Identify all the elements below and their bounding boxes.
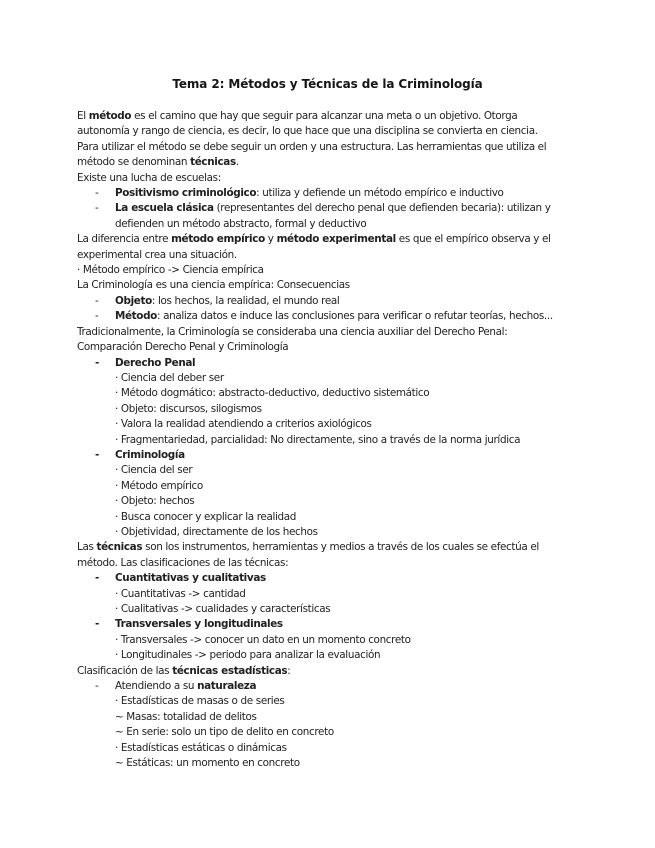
difference-line-1: La diferencia entre método empírico y método experimental es que el empírico observa y el (77, 233, 551, 246)
sub-item: · Estadísticas de masas o de series (115, 695, 285, 708)
sub-item: · Cuantitativas -> cantidad (115, 587, 246, 600)
list-item: - Criminología (77, 448, 582, 463)
list-item: - La escuela clásica (representantes del derecho penal que defienden becaria): utilizan y (77, 201, 582, 216)
intro-line-1: El método es el camino que hay que seguir para alcanzar una meta o un objetivo. Otorga (77, 110, 518, 122)
sub-item: · Objetividad, directamente de los hechos (115, 525, 318, 538)
list-item: - Cuantitativas y cualitativas (77, 571, 582, 586)
difference-line-2: experimental crea una situación. (77, 248, 237, 261)
sub-item: · Valora la realidad atendiendo a criterios axiológicos (115, 418, 372, 431)
sub-item: · Ciencia del deber ser (115, 371, 224, 384)
dash-marker: - (95, 448, 99, 461)
list-item: - Transversales y longitudinales (77, 617, 582, 632)
sub-item: · Método dogmático: abstracto-deductivo, deductivo sistemático (115, 387, 430, 400)
list-item: - Objeto: los hechos, la realidad, el mundo real (77, 294, 582, 309)
intro-line-3: Para utilizar el método se debe seguir un orden y una estructura. Las herramientas que utiliza el (77, 140, 547, 153)
dash-marker: - (95, 202, 99, 215)
comparison-line-2: Comparación Derecho Penal y Criminología (77, 341, 289, 354)
page-title: Tema 2: Métodos y Técnicas de la Criminología (172, 77, 483, 91)
dash-marker: - (95, 356, 99, 369)
sub-item: ~ Estáticas: un momento en concreto (115, 757, 300, 770)
list-item-continuation: defienden un método abstracto, formal y deductivo (115, 217, 367, 230)
sub-item: ~ Masas: totalidad de delitos (115, 710, 257, 723)
sub-item: · Longitudinales -> periodo para analizar la evaluación (115, 649, 381, 662)
techniques-line-2: método. Las clasificaciones de las técnicas: (77, 556, 289, 569)
list-item: - Atendiendo a su naturaleza (77, 679, 582, 694)
sub-item: ~ En serie: solo un tipo de delito en concreto (115, 726, 334, 739)
sub-item: · Método empírico (115, 479, 203, 492)
dash-marker: - (95, 680, 99, 693)
intro-line-2: autonomía y rango de ciencia, es decir, lo que hace que una disciplina se convierta en ciencia. (77, 125, 538, 138)
comparison-line-1: Tradicionalmente, la Criminología se consideraba una ciencia auxiliar del Derecho Penal: (77, 325, 508, 338)
dash-marker: - (95, 618, 99, 631)
dash-marker: - (95, 310, 99, 323)
sub-item: · Objeto: hechos (115, 495, 195, 508)
schools-lead: Existe una lucha de escuelas: (77, 171, 221, 184)
sub-item: · Objeto: discursos, silogismos (115, 402, 262, 415)
sub-item: · Transversales -> conocer un dato en un momento concreto (115, 633, 411, 646)
list-item: - Derecho Penal (77, 356, 582, 371)
list-item: - Método: analiza datos e induce las conclusiones para verificar o refutar teorías, hechos... (77, 309, 582, 324)
sub-item: · Fragmentariedad, parcialidad: No directamente, sino a través de la norma jurídica (115, 433, 521, 446)
intro-line-4: método se denominan técnicas. (77, 156, 239, 169)
difference-line-3: · Método empírico -> Ciencia empírica (77, 264, 264, 277)
list-item: - Positivismo criminológico: utiliza y defiende un método empírico e inductivo (77, 186, 582, 201)
dash-marker: - (95, 572, 99, 585)
sub-item: · Busca conocer y explicar la realidad (115, 510, 297, 523)
statistics-line-1: Clasificación de las técnicas estadísticas: (77, 664, 291, 677)
dash-marker: - (95, 187, 99, 200)
sub-item: · Cualitativas -> cualidades y características (115, 603, 331, 615)
document-body (77, 109, 582, 771)
sub-item: · Ciencia del ser (115, 464, 193, 477)
sub-item: · Estadísticas estáticas o dinámicas (115, 741, 287, 754)
techniques-line-1: Las técnicas son los instrumentos, herramientas y medios a través de los cuales se efectúa el (77, 541, 539, 554)
dash-marker: - (95, 294, 99, 307)
difference-line-4: La Criminología es una ciencia empírica: Consecuencias (77, 279, 350, 292)
